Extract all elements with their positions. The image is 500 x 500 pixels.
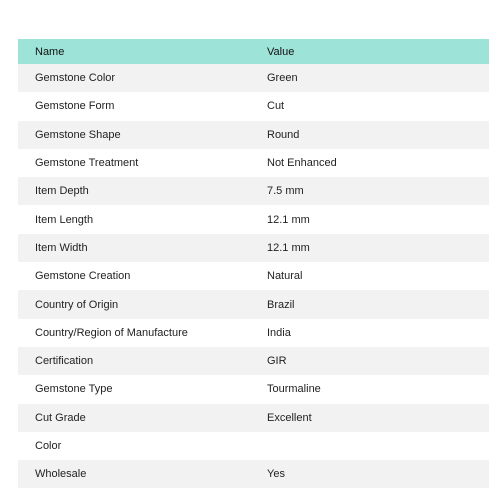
table-row: [18, 290, 489, 318]
row-value-cell: 12.1 mm: [256, 205, 489, 233]
row-name-cell: Country of Origin: [18, 290, 256, 318]
row-value-cell: Cut: [256, 92, 489, 120]
row-value-cell: Round: [256, 121, 489, 149]
row-name-cell: Item Length: [18, 205, 256, 233]
row-name-cell: Certification: [18, 347, 256, 375]
row-value-cell: India: [256, 319, 489, 347]
row-value-cell: GIR: [256, 347, 489, 375]
row-name-cell: Gemstone Color: [18, 64, 256, 92]
row-name-cell: Item Depth: [18, 177, 256, 205]
row-name-cell: Item Width: [18, 234, 256, 262]
row-value-cell: Yes: [256, 460, 489, 488]
table-row: [18, 121, 489, 149]
table-row: [18, 177, 489, 205]
row-value-cell: Excellent: [256, 404, 489, 432]
table-body: [18, 64, 489, 488]
row-value-cell: Tourmaline: [256, 375, 489, 403]
table-row: [18, 92, 489, 120]
table-row: [18, 64, 489, 92]
item-specifics-table: [18, 39, 489, 488]
table-row: [18, 432, 489, 460]
row-value-cell: Not Enhanced: [256, 149, 489, 177]
row-name-cell: Cut Grade: [18, 404, 256, 432]
row-name-cell: Gemstone Treatment: [18, 149, 256, 177]
table-row: [18, 262, 489, 290]
table-row: [18, 205, 489, 233]
column-header-value: Value: [256, 39, 489, 64]
row-value-cell: [256, 432, 489, 460]
header-row: [18, 39, 489, 64]
row-name-cell: Color: [18, 432, 256, 460]
row-name-cell: Gemstone Creation: [18, 262, 256, 290]
row-value-cell: 7.5 mm: [256, 177, 489, 205]
row-name-cell: Wholesale: [18, 460, 256, 488]
table-row: [18, 347, 489, 375]
table-row: [18, 319, 489, 347]
table-header: [18, 39, 489, 64]
row-value-cell: Natural: [256, 262, 489, 290]
row-name-cell: Country/Region of Manufacture: [18, 319, 256, 347]
row-value-cell: Brazil: [256, 290, 489, 318]
column-header-name: Name: [18, 39, 256, 64]
row-name-cell: Gemstone Shape: [18, 121, 256, 149]
row-name-cell: Gemstone Type: [18, 375, 256, 403]
table-row: [18, 460, 489, 488]
row-value-cell: 12.1 mm: [256, 234, 489, 262]
row-value-cell: Green: [256, 64, 489, 92]
table-row: [18, 404, 489, 432]
table-row: [18, 234, 489, 262]
table-row: [18, 375, 489, 403]
row-name-cell: Gemstone Form: [18, 92, 256, 120]
table-row: [18, 149, 489, 177]
